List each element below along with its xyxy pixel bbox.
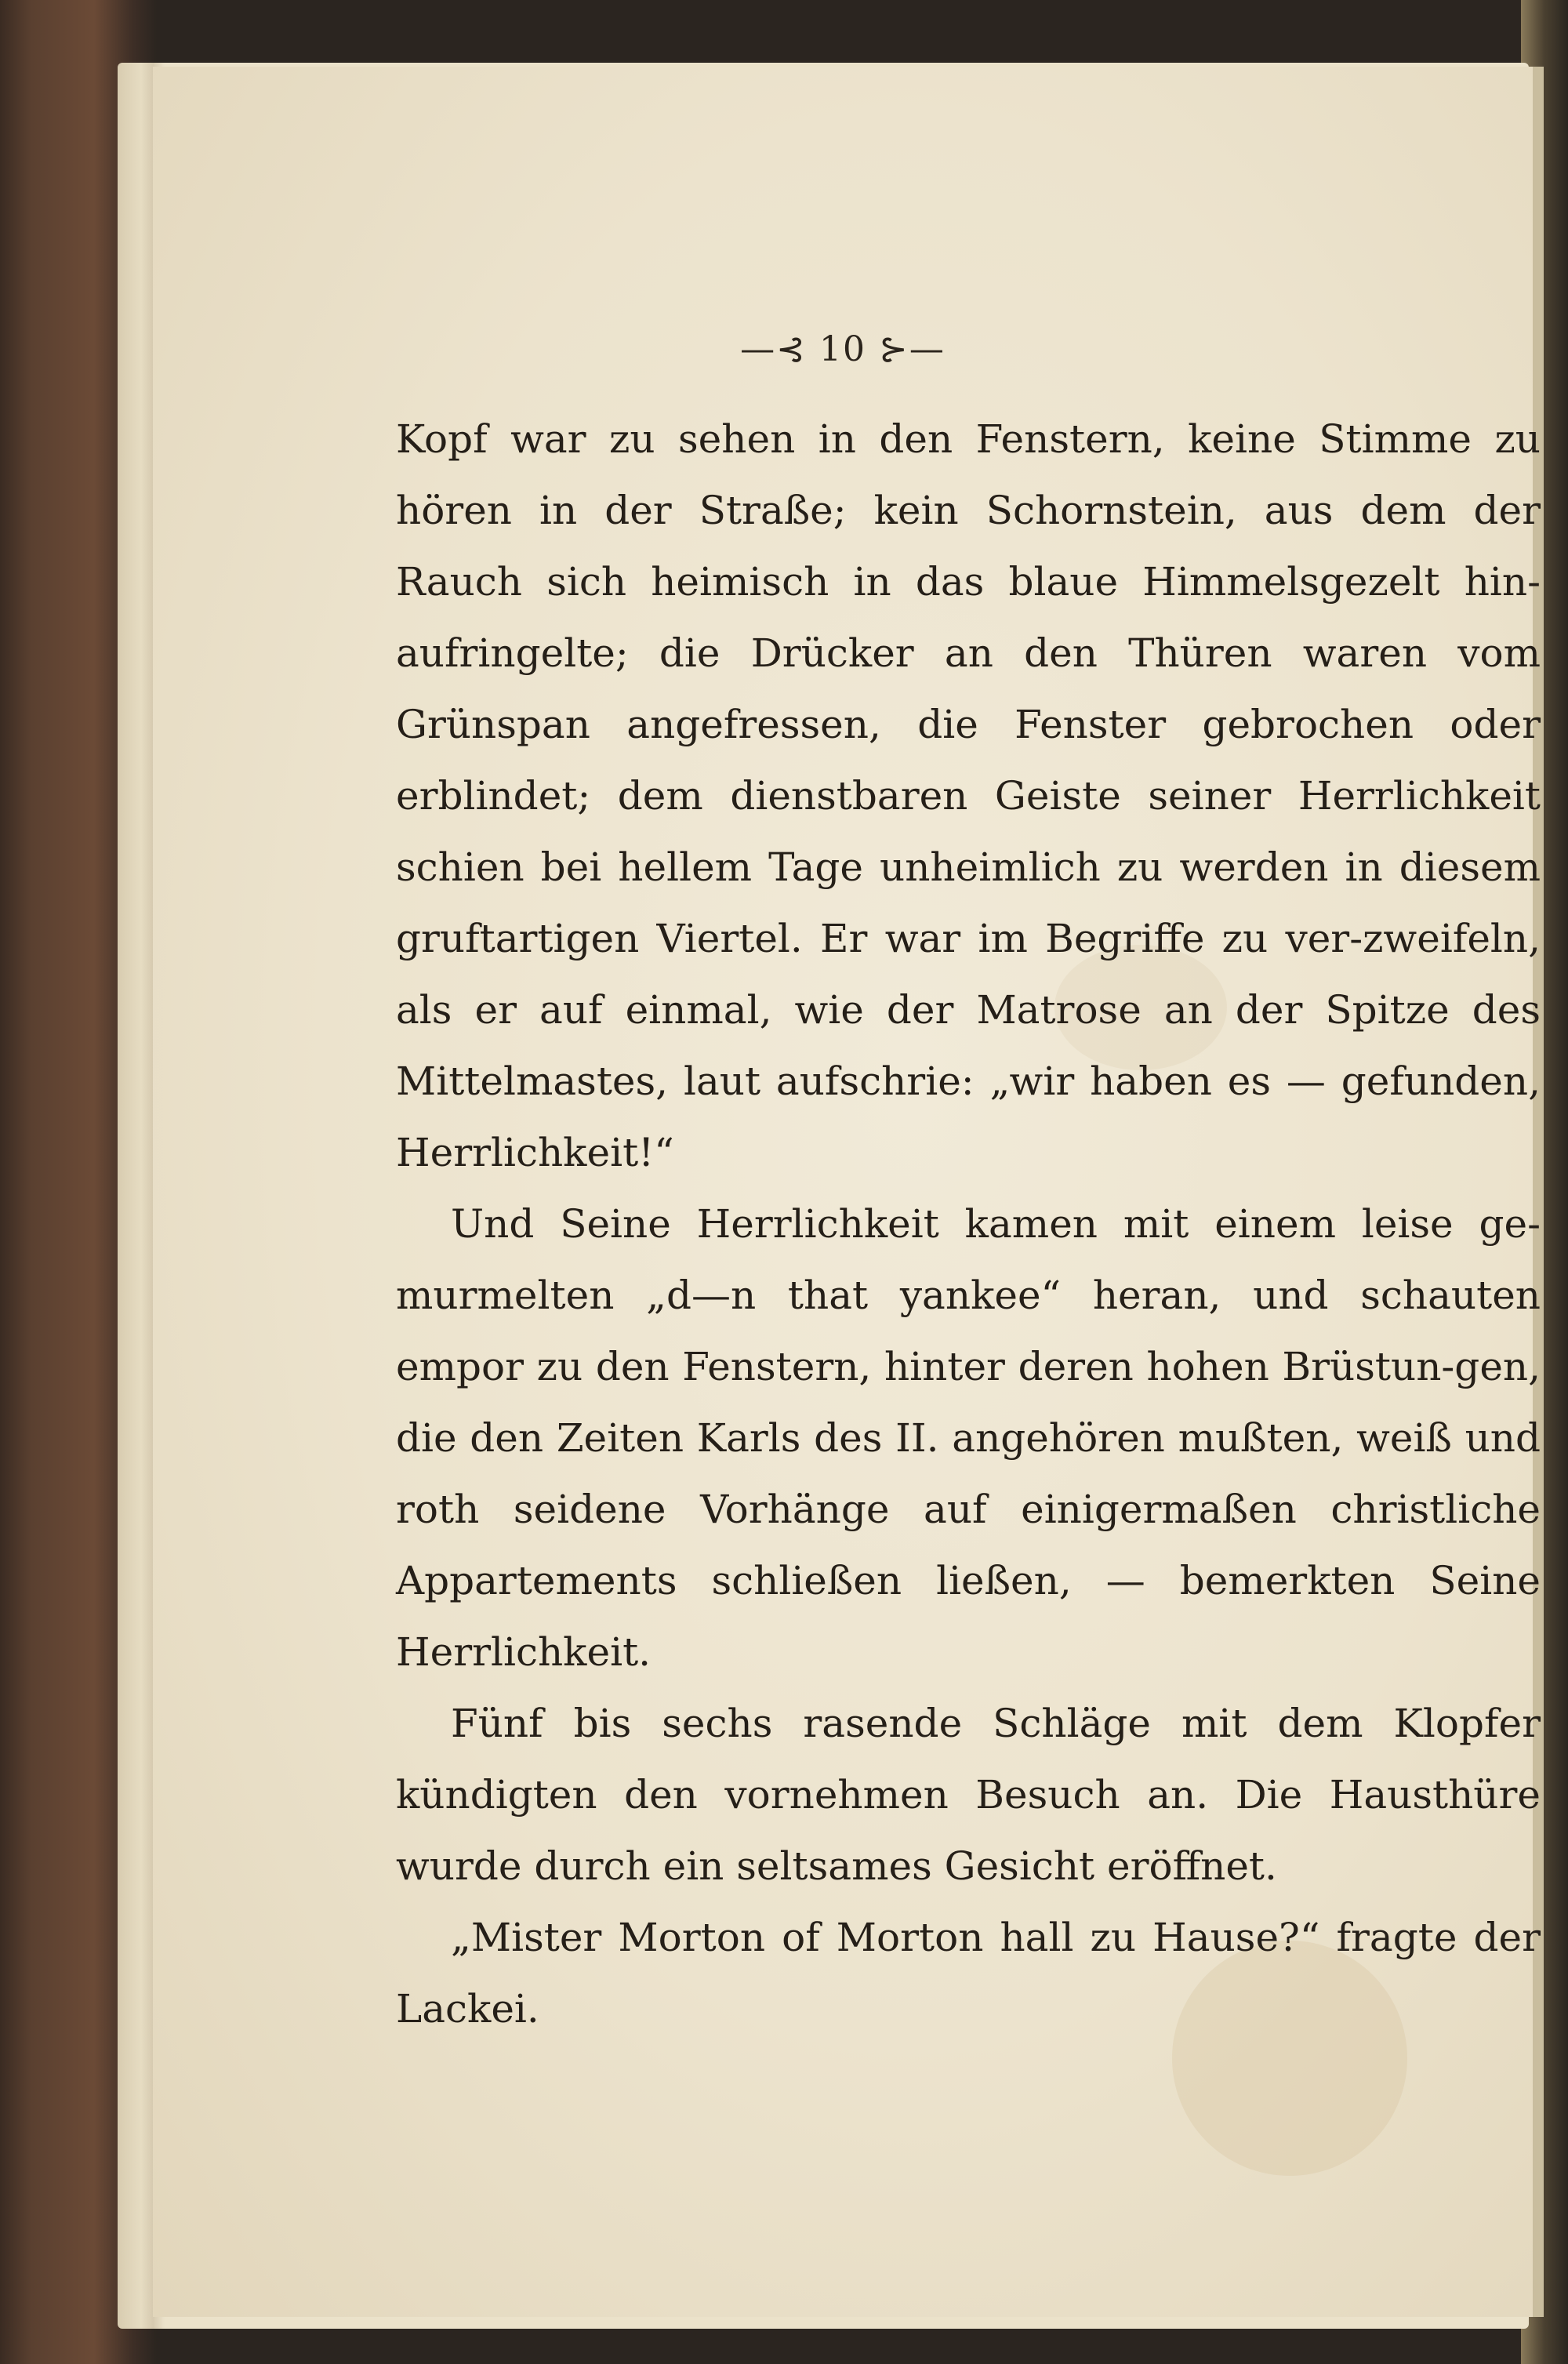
running-header xyxy=(153,329,1533,369)
paragraph: „Mister Morton of Morton hall zu Hause?“ fragte der Lackei. xyxy=(396,1915,1541,2032)
page-number: 10 xyxy=(819,329,866,369)
body-text xyxy=(396,404,1541,2045)
paragraph: Fünf bis sechs rasende Schläge mit dem Klopfer kündigten den vornehmen Besuch an. Die Hausthüre wurde durch ein seltsames Gesicht eröffnet. xyxy=(396,1701,1541,1889)
book-page xyxy=(153,67,1544,2317)
header-ornament-left: —⊰ xyxy=(740,329,807,369)
paragraph: Kopf war zu sehen in den Fenstern, keine Stimme zu hören in der Straße; kein Schornstein, aus dem der Rauch sich heimisch in das blaue Himmelsgezelt hin-aufringelte; die Drücker an den Thüren waren vom Grünspan angefressen, die Fenster gebrochen oder erblindet; dem dienstbaren Geiste seiner Herrlichkeit schien bei hellem Tage unheimlich zu werden in diesem gruftartigen Viertel. Er war im Begriffe zu ver-zweifeln, als er auf einmal, wie der Matrose an der Spitze des Mittelmastes, laut aufschrie: „wir haben es — gefunden, Herrlichkeit!“ xyxy=(396,416,1541,1175)
paragraph: Und Seine Herrlichkeit kamen mit einem leise ge-murmelten „d—n that yankee“ heran, und schauten empor zu den Fenstern, hinter deren hohen Brüstun-gen, die den Zeiten Karls des II. angehören mußten, weiß und roth seidene Vorhänge auf einigermaßen christliche Appartements schließen ließen, — bemerkten Seine Herrlichkeit. xyxy=(396,1201,1541,1675)
header-ornament-right: ⊱— xyxy=(879,329,946,369)
